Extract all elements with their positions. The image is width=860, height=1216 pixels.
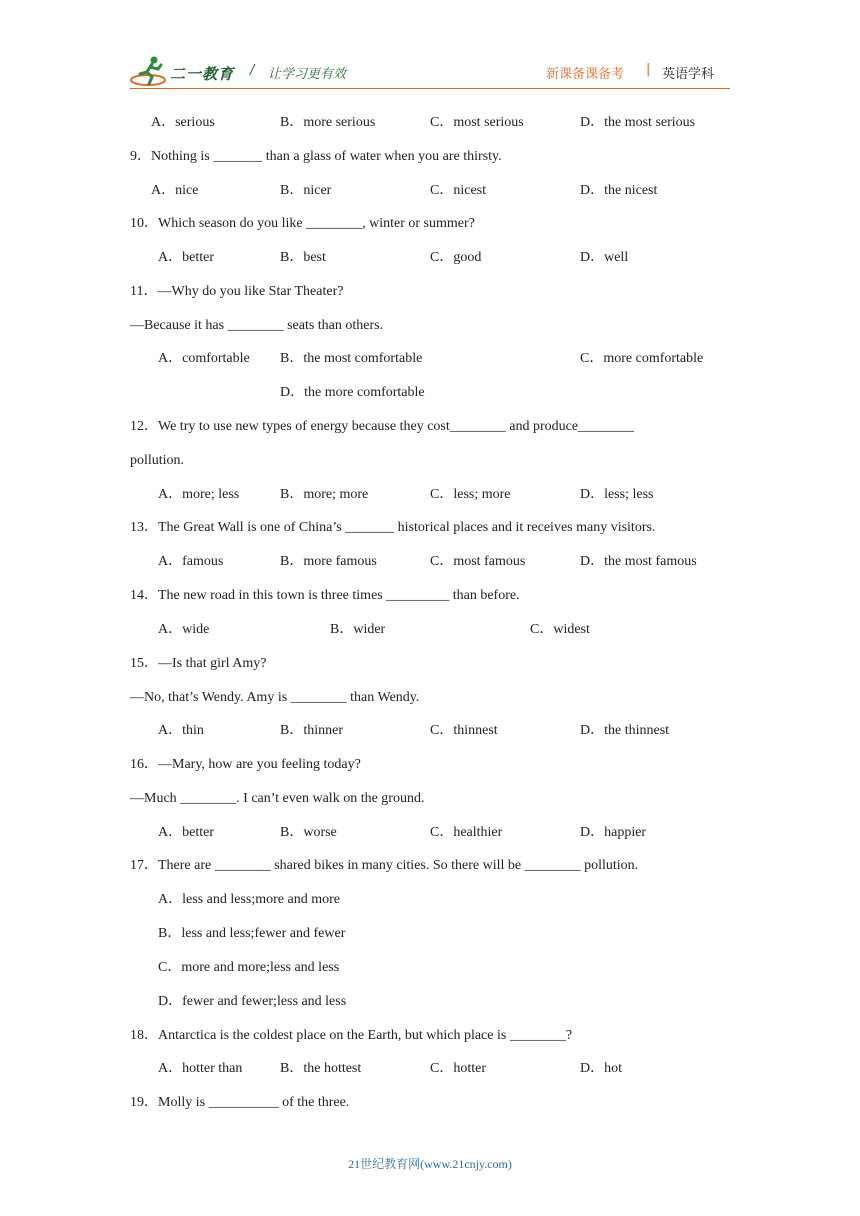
- question-stem-line: —Because it has ________ seats than others.: [130, 318, 384, 333]
- answer-option: D．happier: [580, 825, 647, 840]
- page-footer: 21世纪教育网(www.21cnjy.com): [348, 1157, 512, 1171]
- question-stem: 14．The new road in this town is three times _________ than before.: [130, 588, 520, 603]
- answer-option: B．less and less;fewer and fewer: [158, 926, 346, 941]
- answer-option: B．best: [280, 250, 326, 265]
- answer-option: C．more comfortable: [580, 351, 704, 366]
- answer-option: C．most serious: [430, 115, 524, 130]
- answer-option: B．the most comfortable: [280, 351, 423, 366]
- answer-option: A．less and less;more and more: [158, 892, 340, 907]
- question-stem-line: —Much ________. I can’t even walk on the ground.: [130, 791, 425, 806]
- question-stem: 10．Which season do you like ________, winter or summer?: [130, 216, 475, 231]
- question-stem: 16．—Mary, how are you feeling today?: [130, 757, 361, 772]
- answer-option: A．hotter than: [158, 1061, 243, 1076]
- answer-option: B．worse: [280, 825, 337, 840]
- answer-option: C．nicest: [430, 183, 486, 198]
- answer-option: C．widest: [530, 622, 590, 637]
- question-stem: 18．Antarctica is the coldest place on the Earth, but which place is ________?: [130, 1028, 573, 1043]
- answer-option: D．fewer and fewer;less and less: [158, 994, 347, 1009]
- answer-option: B．more serious: [280, 115, 376, 130]
- answer-option: C．less; more: [430, 487, 511, 502]
- answer-option: D．the more comfortable: [280, 385, 425, 400]
- slogan: 让学习更有效: [268, 67, 347, 82]
- answer-option: D．the most famous: [580, 554, 697, 569]
- answer-option: A．famous: [158, 554, 224, 569]
- answer-option: C．hotter: [430, 1061, 486, 1076]
- answer-option: B．thinner: [280, 723, 343, 738]
- answer-option: A．better: [158, 250, 214, 265]
- header-separator: /: [250, 63, 255, 78]
- question-stem-line: pollution.: [130, 453, 185, 468]
- question-stem: 11．—Why do you like Star Theater?: [130, 284, 344, 299]
- answer-option: D．less; less: [580, 487, 654, 502]
- logo-text: 二一教育: [170, 65, 235, 83]
- answer-option: D．well: [580, 250, 629, 265]
- answer-option: D．the nicest: [580, 183, 658, 198]
- answer-option: B．the hottest: [280, 1061, 362, 1076]
- answer-option: C．good: [430, 250, 482, 265]
- header-right-text: 新课备课备考: [546, 67, 625, 82]
- question-stem: 13．The Great Wall is one of China’s _______ historical places and it receives many visitors.: [130, 520, 656, 535]
- answer-option: D．the thinnest: [580, 723, 670, 738]
- subject-label: 英语学科: [662, 67, 715, 82]
- question-stem-line: —No, that’s Wendy. Amy is ________ than Wendy.: [130, 690, 420, 705]
- answer-option: A．nice: [151, 183, 199, 198]
- answer-option: A．comfortable: [158, 351, 250, 366]
- answer-option: C．thinnest: [430, 723, 498, 738]
- answer-option: B．more famous: [280, 554, 377, 569]
- answer-option: B．nicer: [280, 183, 332, 198]
- running-man-logo-icon: [130, 54, 170, 88]
- answer-option: A．thin: [158, 723, 204, 738]
- answer-option: A．serious: [151, 115, 215, 130]
- answer-option: C．most famous: [430, 554, 526, 569]
- answer-option: D．hot: [580, 1061, 622, 1076]
- question-stem: 15．—Is that girl Amy?: [130, 656, 267, 671]
- answer-option: C．healthier: [430, 825, 503, 840]
- question-stem: 17．There are ________ shared bikes in many cities. So there will be ________ pollution.: [130, 858, 639, 873]
- answer-option: C．more and more;less and less: [158, 960, 340, 975]
- header-rule: [130, 88, 730, 89]
- answer-option: A．better: [158, 825, 214, 840]
- answer-option: D．the most serious: [580, 115, 696, 130]
- page-header: [0, 0, 860, 100]
- question-stem: 9．Nothing is _______ than a glass of water when you are thirsty.: [130, 149, 502, 164]
- question-stem: 12．We try to use new types of energy because they cost________ and produce________: [130, 419, 635, 434]
- question-stem: 19．Molly is __________ of the three.: [130, 1095, 350, 1110]
- answer-option: B．more; more: [280, 487, 369, 502]
- header-divider: |: [646, 62, 651, 77]
- answer-option: A．wide: [158, 622, 210, 637]
- answer-option: B．wider: [330, 622, 386, 637]
- answer-option: A．more; less: [158, 487, 240, 502]
